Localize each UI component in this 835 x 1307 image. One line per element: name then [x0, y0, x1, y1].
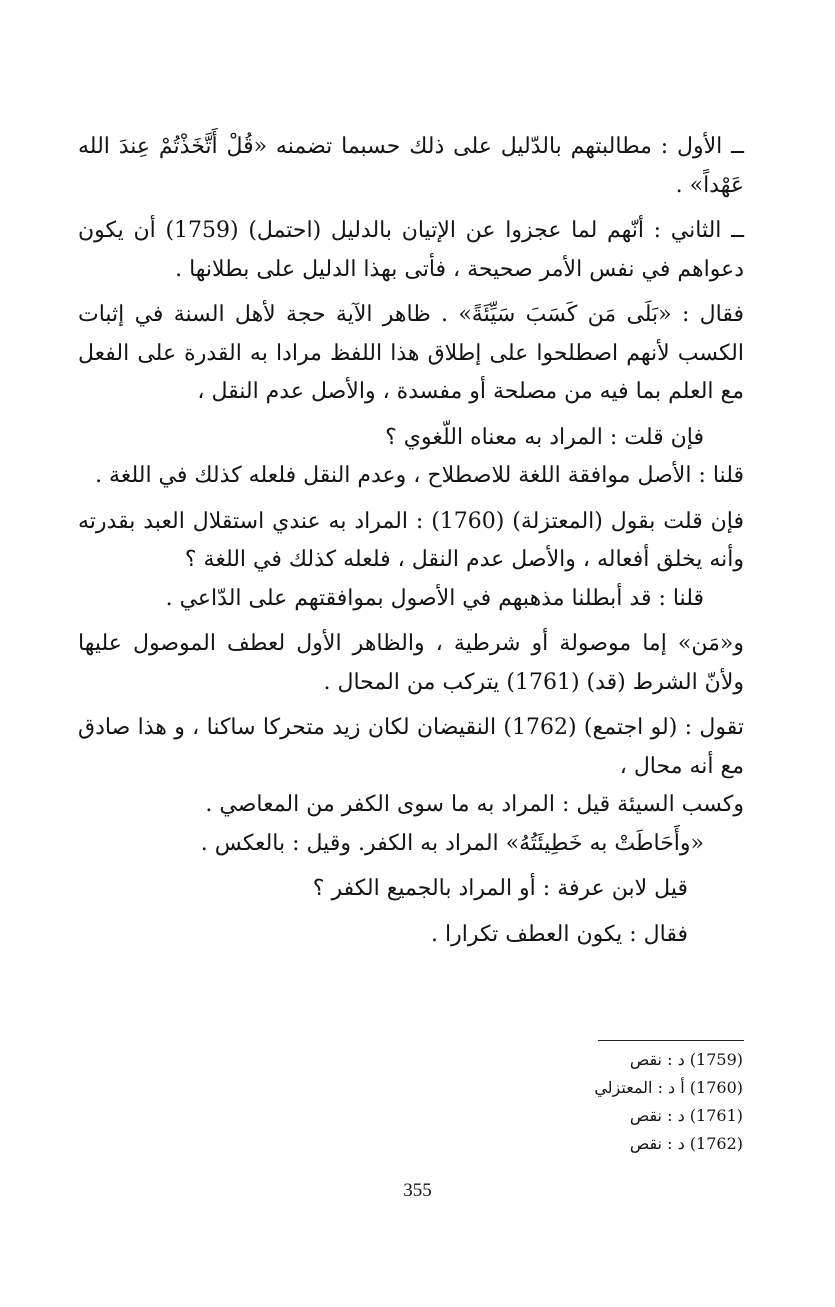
paragraph-ibn-arafa-answer: فقال : يكون العطف تكرارا .: [430, 921, 688, 947]
paragraph-encompassed-verse: «وأَحَاطَتْ به خَطِيئَتُهُ» المراد به الكفر. وقيل : بالعكس .: [200, 830, 704, 856]
footnote-item: (1761) د : نقص: [629, 1106, 743, 1125]
page-number: 355: [403, 1180, 432, 1201]
footnote-item: (1759) د : نقص: [629, 1050, 743, 1069]
paragraph-first-argument: ــ الأول : مطالبتهم بالدّليل على ذلك حسبما تضمنه «قُلْ أَتَّخَذْتُمْ عِندَ الله عَهْداً» .: [78, 134, 744, 198]
footnote-item: (1762) د : نقص: [629, 1134, 743, 1153]
paragraph-question-linguistic: فإن قلت : المراد به معناه اللّغوي ؟: [385, 424, 704, 450]
paragraph-answer-mutazila: قلنا : قد أبطلنا مذهبهم في الأصول بموافقتهم على الدّاعي .: [165, 585, 704, 611]
paragraph-ibn-arafa-question: قيل لابن عرفة : أو المراد بالجميع الكفر ؟: [312, 876, 688, 901]
paragraph-man-particle: و«مَن» إما موصولة أو شرطية ، والظاهر الأول لعطف الموصول عليها ولأنّ الشرط (قد) (1761) يتركب من المحال .: [78, 631, 744, 695]
footnotes: [594, 1046, 743, 1158]
paragraph-contradiction-example: تقول : (لو اجتمع) (1762) النقيضان لكان زيد متحركا ساكنا ، و هذا صادق مع أنه محال ،: [78, 715, 744, 779]
paragraph-sin-meaning: وكسب السيئة قيل : المراد به ما سوى الكفر من المعاصي .: [205, 792, 744, 817]
main-text: [78, 128, 744, 961]
paragraph-answer-linguistic: قلنا : الأصل موافقة اللغة للاصطلاح ، وعدم النقل فلعله كذلك في اللغة .: [95, 463, 744, 488]
footnote-item: (1760) أ د : المعتزلي: [594, 1078, 743, 1097]
paragraph-verse-commentary: فقال : «بَلَى مَن كَسَبَ سَيِّئَةً» . ظاهر الآية حجة لأهل السنة في إثبات الكسب لأنهم اصطلحوا على إطلاق هذا اللفظ مرادا به القدرة على الفعل مع العلم بما فيه من مصلحة أو مفسدة ، والأصل عدم النقل ،: [78, 302, 744, 404]
paragraph-second-argument: ــ الثاني : أنّهم لما عجزوا عن الإتيان بالدليل (احتمل) (1759) أن يكون دعواهم في نفس الأمر صحيحة ، فأتى بهذا الدليل على بطلانها .: [78, 218, 744, 282]
footnote-divider: [598, 1040, 744, 1041]
paragraph-question-mutazila: فإن قلت بقول (المعتزلة) (1760) : المراد به عندي استقلال العبد بقدرته وأنه يخلق أفعاله ، والأصل عدم النقل ، فلعله كذلك في اللغة ؟: [78, 508, 744, 572]
